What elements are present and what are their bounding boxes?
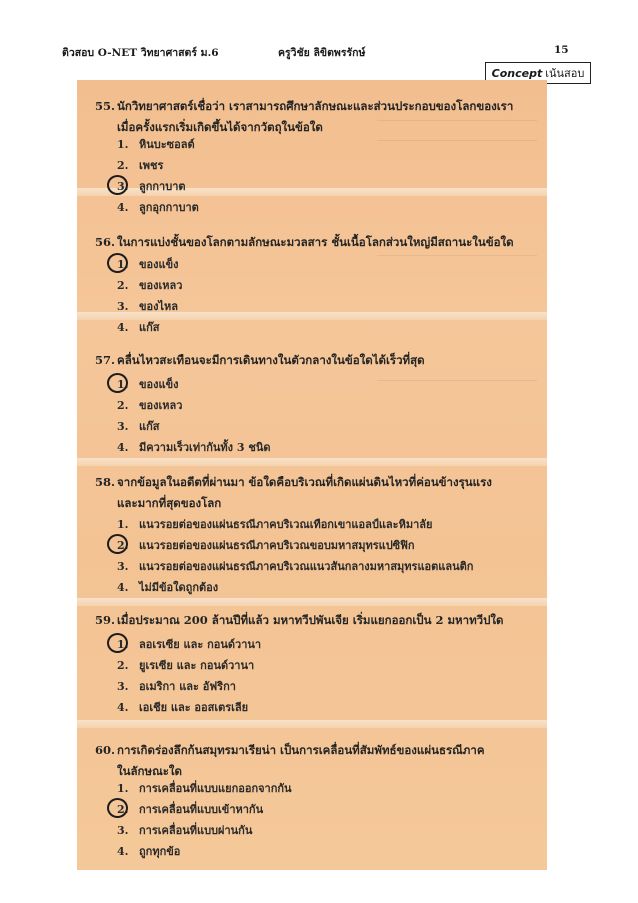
question-text: ในลักษณะใด	[117, 764, 182, 778]
panel-divider	[77, 720, 547, 728]
question-text: คลื่นไหวสะเทือนจะมีการเดินทางในตัวกลางในข้อใดได้เร็วที่สุด	[117, 353, 425, 367]
answer-option	[117, 439, 271, 455]
option-number: 2.	[117, 158, 129, 172]
option-number: 4.	[117, 844, 129, 858]
option-text: เพชร	[139, 159, 164, 172]
bleed-through-line	[377, 255, 537, 256]
option-text: ลอเรเซีย และ กอนด์วานา	[139, 638, 262, 651]
option-number: 2.	[117, 538, 129, 552]
answer-circle-mark	[107, 633, 128, 653]
question-4-stem	[95, 610, 525, 631]
question-text: และมากที่สุดของโลก	[117, 496, 222, 510]
option-text: ของแข็ง	[139, 378, 179, 391]
page-number: 15	[554, 44, 569, 56]
option-number: 1.	[117, 781, 129, 795]
answer-option	[117, 319, 159, 335]
question-text: การเกิดร่องลึกก้นสมุทรมาเรียน่า เป็นการเคลื่อนที่สัมพัทธ์ของแผ่นธรณีภาค	[117, 743, 485, 757]
option-number: 1.	[117, 517, 129, 531]
answer-option	[117, 801, 263, 817]
option-number: 3.	[117, 679, 129, 693]
question-text: เมื่อครั้งแรกเริ่มเกิดขึ้นได้จากวัตถุในข้อใด	[117, 120, 323, 134]
option-text: ของไหล	[139, 300, 179, 313]
panel-divider	[77, 598, 547, 606]
answer-option	[117, 397, 182, 413]
option-text: การเคลื่อนที่แบบเข้าหากัน	[139, 803, 264, 816]
option-text: ลูกกาบาต	[139, 180, 186, 193]
option-number: 3.	[117, 179, 129, 193]
question-2-stem	[95, 350, 525, 371]
option-text: ลูกอุกกาบาต	[139, 201, 199, 214]
question-stem-line	[95, 472, 525, 493]
option-number: 2.	[117, 398, 129, 412]
option-text: ไม่มีข้อใดถูกต้อง	[139, 581, 219, 594]
panel-divider	[77, 458, 547, 466]
question-text: นักวิทยาศาสตร์เชื่อว่า เราสามารถศึกษาลักษณะและส่วนประกอบของโลกของเรา	[117, 99, 514, 113]
option-text: แก๊ส	[139, 321, 160, 334]
answer-option	[117, 277, 182, 293]
answer-option	[117, 157, 163, 173]
question-number: 57.	[95, 353, 116, 367]
question-text: จากข้อมูลในอดีตที่ผ่านมา ข้อใดคือบริเวณที่เกิดแผ่นดินไหวที่ค่อนข้างรุนแรง	[117, 475, 492, 489]
option-text: มีความเร็วเท่ากันทั้ง 3 ชนิด	[139, 441, 271, 454]
question-number: 59.	[95, 613, 116, 627]
header-author: ครูวิชัย ลิขิตพรรักษ์	[278, 47, 366, 59]
option-number: 1.	[117, 257, 129, 271]
question-text: เมื่อประมาณ 200 ล้านปีที่แล้ว มหาทวีปพันเจีย เริ่มแยกออกเป็น 2 มหาทวีปใด	[117, 613, 504, 627]
answer-circle-mark	[107, 175, 128, 195]
option-number: 1.	[117, 637, 129, 651]
question-stem-line	[95, 740, 525, 761]
answer-option	[117, 136, 195, 152]
question-stem-line	[95, 350, 525, 371]
option-number: 4.	[117, 700, 129, 714]
answer-option	[117, 699, 248, 715]
option-number: 2.	[117, 278, 129, 292]
option-number: 4.	[117, 440, 129, 454]
scanned-exam-image	[77, 80, 547, 870]
question-stem-line	[95, 493, 525, 514]
option-text: แนวรอยต่อของแผ่นธรณีภาคบริเวณเทือกเขาแอลป์และหิมาลัย	[139, 518, 433, 531]
bleed-through-line	[377, 380, 537, 381]
answer-option	[117, 780, 292, 796]
option-text: เอเชีย และ ออสเตรเลีย	[139, 701, 249, 714]
answer-option	[117, 558, 473, 574]
question-text: ในการแบ่งชั้นของโลกตามลักษณะมวลสาร ชั้นเนื้อโลกส่วนใหญ่มีสถานะในข้อใด	[117, 235, 514, 249]
option-number: 4.	[117, 200, 129, 214]
question-stem-line	[95, 610, 525, 631]
answer-option	[117, 678, 236, 694]
option-number: 1.	[117, 377, 129, 391]
answer-option	[117, 298, 178, 314]
option-text: แนวรอยต่อของแผ่นธรณีภาคบริเวณแนวสันกลางมหาสมุทรแอตแลนติก	[139, 560, 474, 573]
answer-option	[117, 822, 252, 838]
concept-label-th: เน้นสอบ	[545, 67, 585, 80]
concept-label-en: Concept	[491, 66, 543, 80]
option-number: 1.	[117, 137, 129, 151]
option-number: 3.	[117, 299, 129, 313]
option-number: 2.	[117, 802, 129, 816]
option-number: 2.	[117, 658, 129, 672]
option-text: หินบะซอลต์	[139, 138, 195, 151]
answer-option	[117, 657, 254, 673]
option-number: 3.	[117, 559, 129, 573]
question-stem-line	[95, 96, 525, 117]
option-number: 4.	[117, 320, 129, 334]
question-1-stem	[95, 232, 525, 253]
question-3-stem	[95, 472, 525, 514]
option-text: ของแข็ง	[139, 258, 179, 271]
option-number: 3.	[117, 823, 129, 837]
answer-option	[117, 516, 432, 532]
question-number: 58.	[95, 475, 116, 489]
question-number: 56.	[95, 235, 116, 249]
answer-option	[117, 636, 261, 652]
option-text: ของเหลว	[139, 279, 183, 292]
question-0-stem	[95, 96, 525, 138]
option-number: 4.	[117, 580, 129, 594]
option-text: การเคลื่อนที่แบบแยกออกจากกัน	[139, 782, 292, 795]
answer-circle-mark	[107, 253, 128, 273]
answer-circle-mark	[107, 534, 128, 554]
answer-circle-mark	[107, 373, 128, 393]
question-5-stem	[95, 740, 525, 782]
option-text: ยูเรเซีย และ กอนด์วานา	[139, 659, 255, 672]
bleed-through-line	[377, 140, 537, 141]
answer-option	[117, 199, 199, 215]
question-number: 60.	[95, 743, 116, 757]
option-text: อเมริกา และ อัฟริกา	[139, 680, 236, 693]
option-number: 3.	[117, 419, 129, 433]
answer-option	[117, 537, 415, 553]
option-text: ถูกทุกข้อ	[139, 845, 181, 858]
header-course-title: ติวสอบ O-NET วิทยาศาสตร์ ม.6	[62, 47, 219, 59]
answer-option	[117, 843, 180, 859]
option-text: แก๊ส	[139, 420, 160, 433]
answer-circle-mark	[107, 798, 128, 818]
option-text: การเคลื่อนที่แบบผ่านกัน	[139, 824, 253, 837]
option-text: แนวรอยต่อของแผ่นธรณีภาคบริเวณขอบมหาสมุทรแปซิฟิก	[139, 539, 415, 552]
question-stem-line	[95, 232, 525, 253]
answer-option	[117, 579, 218, 595]
question-number: 55.	[95, 99, 116, 113]
answer-option	[117, 418, 159, 434]
option-text: ของเหลว	[139, 399, 183, 412]
